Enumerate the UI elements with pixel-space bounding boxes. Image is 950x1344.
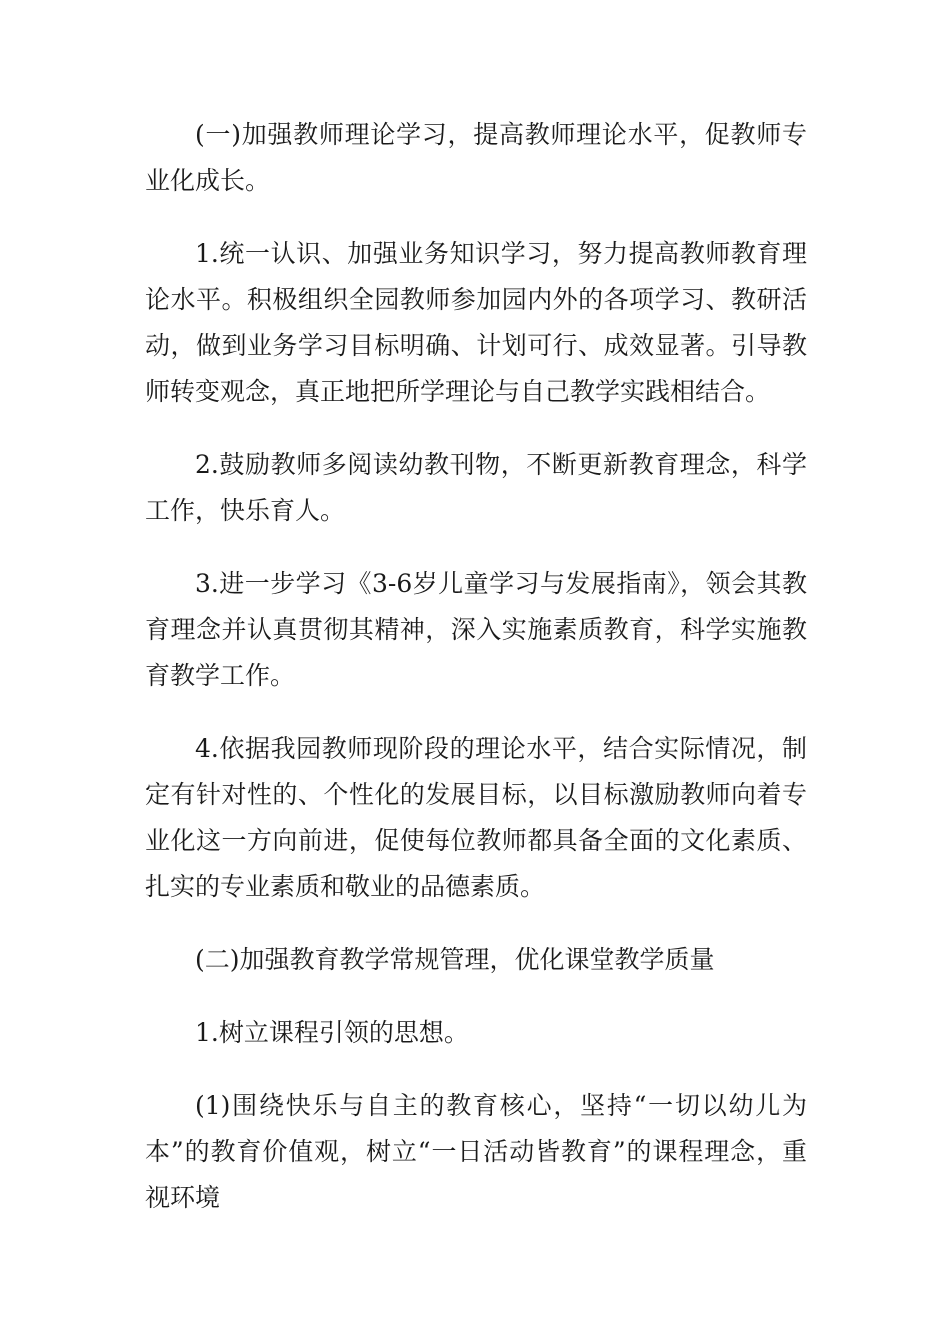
paragraph-item-1: 1.统一认识、加强业务知识学习，努力提高教师教育理论水平。积极组织全园教师参加园内外的各项学习、教研活动，做到业务学习目标明确、计划可行、成效显著。引导教师转变观念，真正地把所学理论与自己教学实践相结合。 xyxy=(145,239,807,406)
paragraph-item-2: 2.鼓励教师多阅读幼教刊物，不断更新教育理念，科学工作，快乐育人。 xyxy=(145,450,807,525)
section-heading-2: (二)加强教育教学常规管理，优化课堂教学质量 xyxy=(195,945,715,974)
document-body xyxy=(145,112,807,1248)
paragraph-item-4: 4.依据我园教师现阶段的理论水平，结合实际情况，制定有针对性的、个性化的发展目标，以目标激励教师向着专业化这一方向前进，促使每位教师都具备全面的文化素质、扎实的专业素质和敬业的品德素质。 xyxy=(145,734,807,901)
paragraph-subheading-1: 1.树立课程引领的思想。 xyxy=(195,1018,469,1047)
paragraph-subitem-1: (1)围绕快乐与自主的教育核心，坚持“一切以幼儿为本”的教育价值观，树立“一日活动皆教育”的课程理念，重视环境 xyxy=(145,1091,807,1212)
section-heading-1: (一)加强教师理论学习，提高教师理论水平，促教师专业化成长。 xyxy=(145,120,807,195)
paragraph-item-3: 3.进一步学习《3-6岁儿童学习与发展指南》，领会其教育理念并认真贯彻其精神，深入实施素质教育，科学实施教育教学工作。 xyxy=(145,569,807,690)
